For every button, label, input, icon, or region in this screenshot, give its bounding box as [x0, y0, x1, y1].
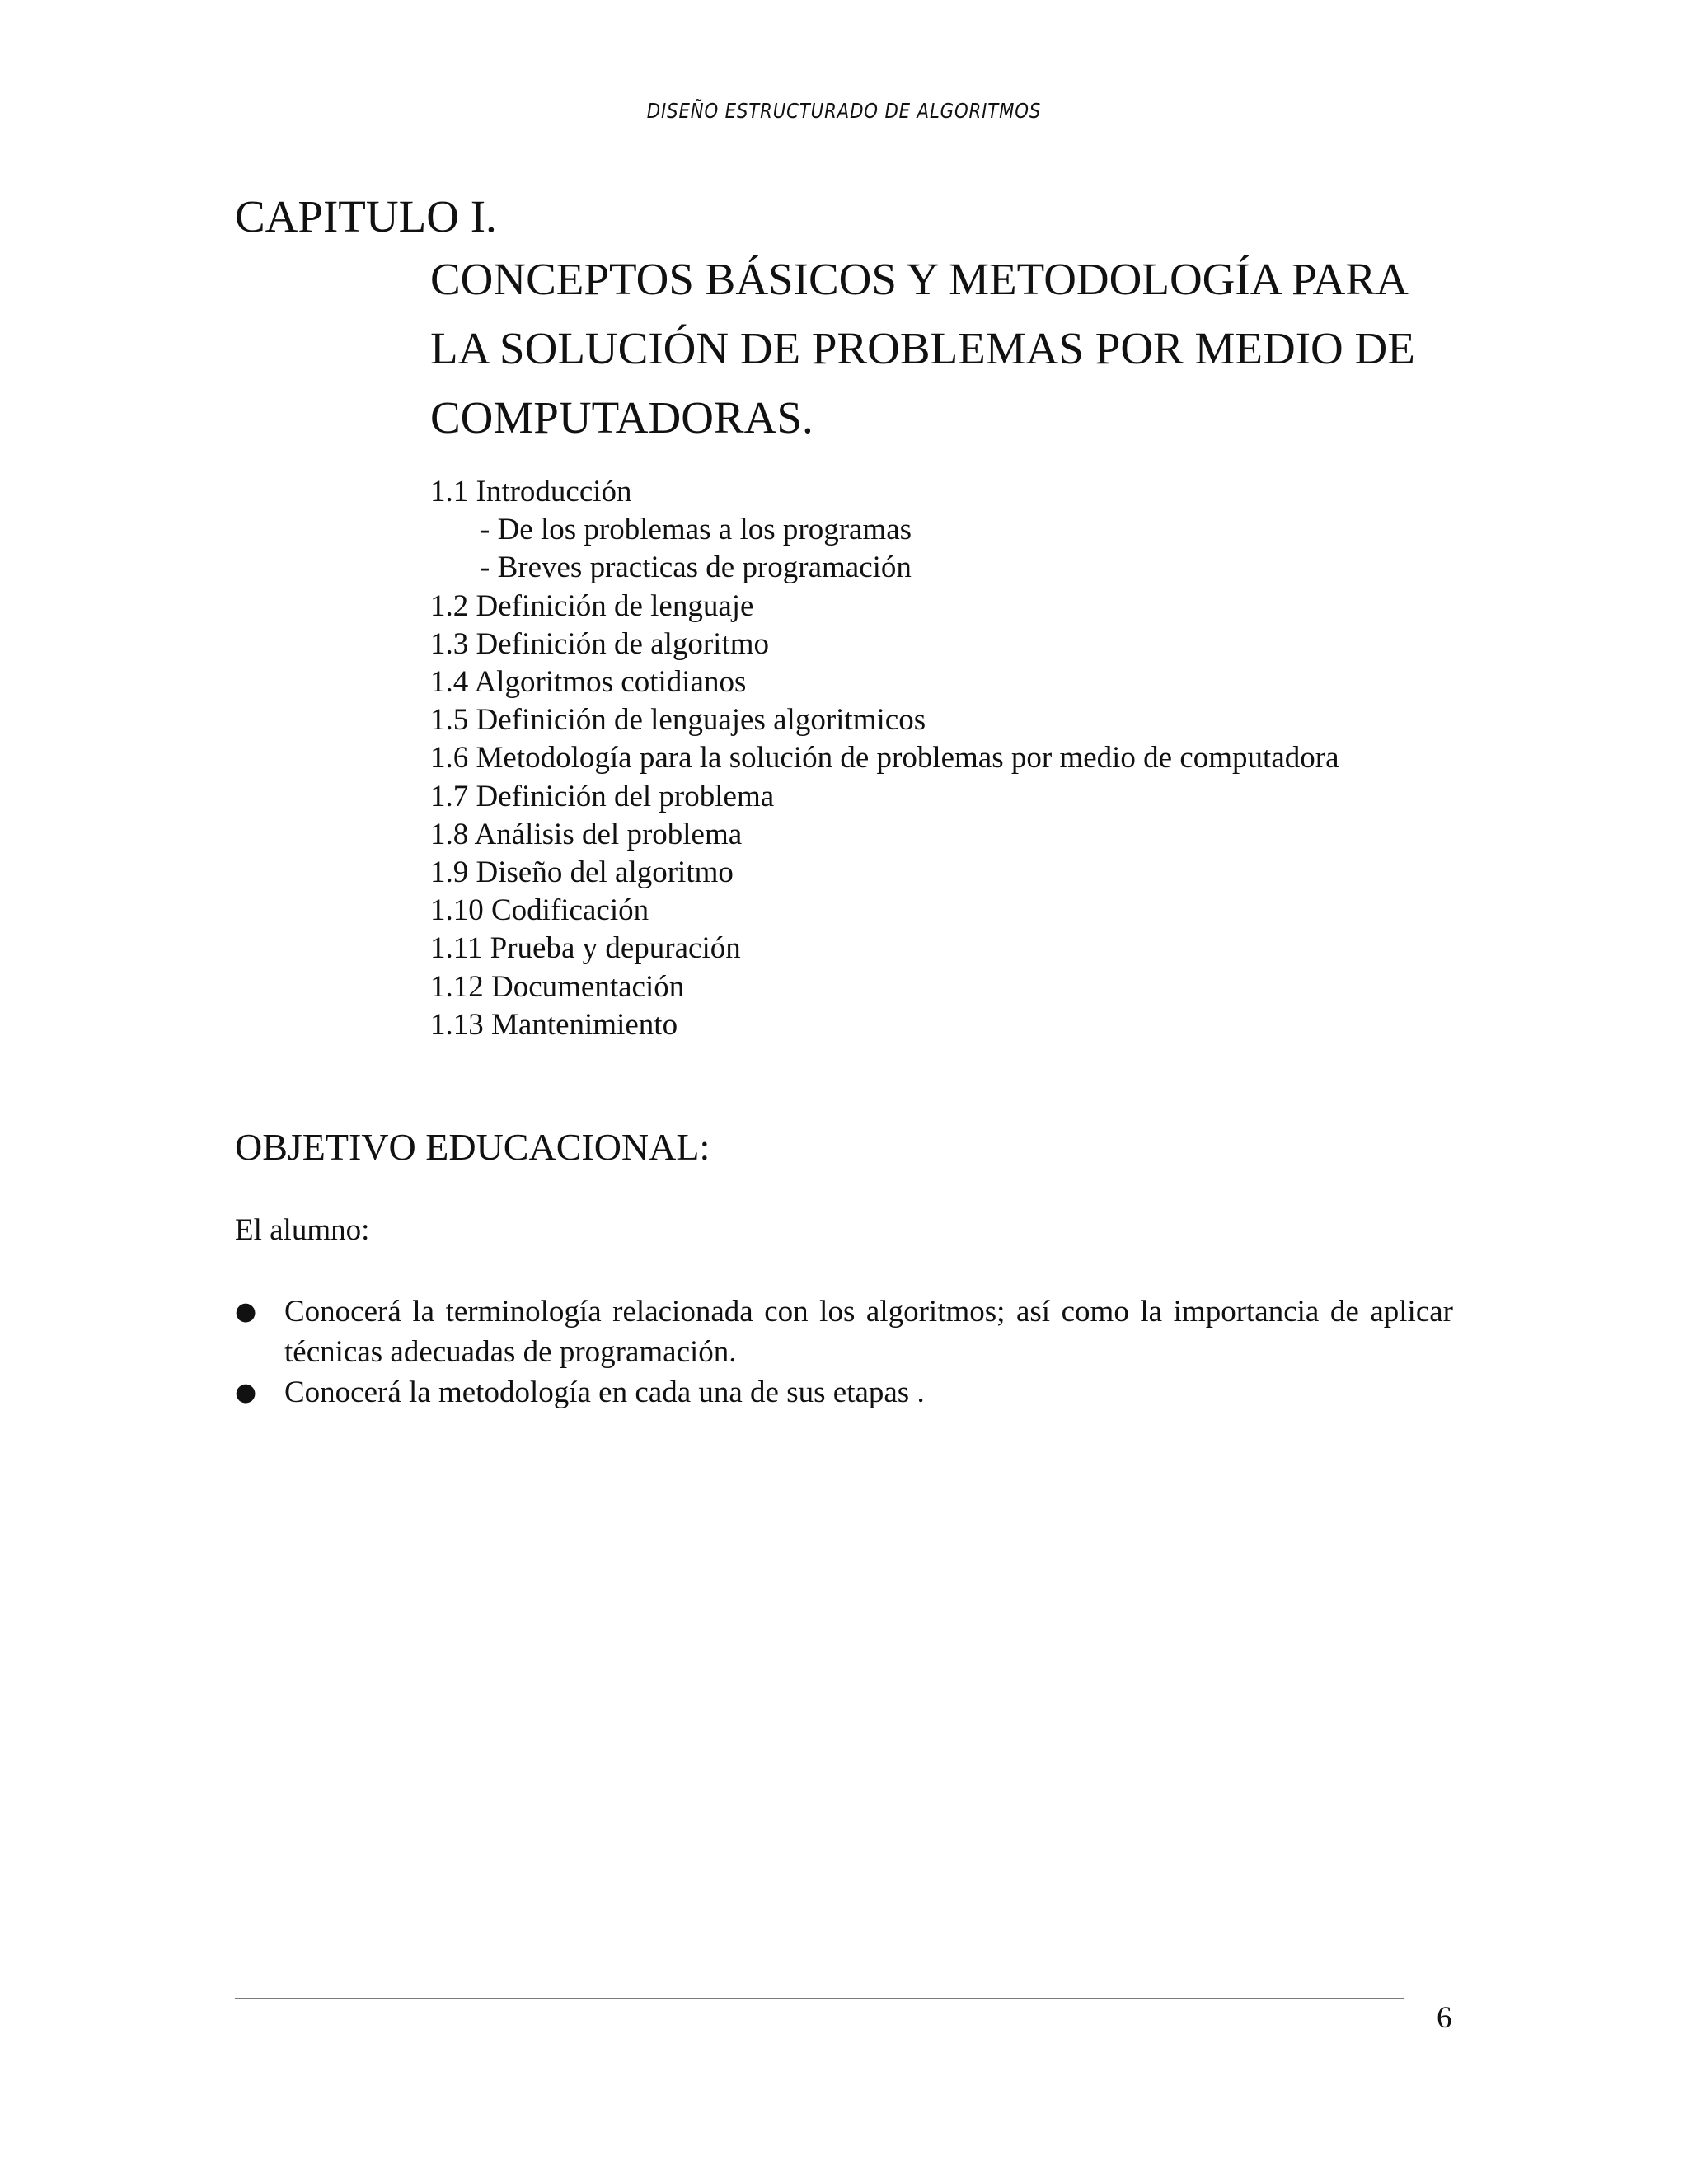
toc-item: 1.11 Prueba y depuración — [430, 931, 741, 966]
toc-item: 1.2 Definición de lenguaje — [430, 588, 754, 623]
running-header: DISEÑO ESTRUCTURADO DE ALGORITMOS — [646, 99, 1042, 123]
objective-item-text: Conocerá la metodología en cada una de sus etapas . — [284, 1376, 925, 1409]
objective-title: OBJETIVO EDUCACIONAL: — [235, 1126, 710, 1168]
table-of-contents — [430, 473, 1339, 1044]
chapter-title-line: COMPUTADORAS. — [430, 392, 814, 443]
page-number: 6 — [1437, 2001, 1452, 2035]
toc-item: 1.10 Codificación — [430, 893, 649, 928]
toc-item: 1.6 Metodología para la solución de problemas por medio de computadora — [430, 741, 1339, 776]
toc-item: 1.13 Mantenimiento — [430, 1007, 678, 1042]
toc-item: 1.7 Definición del problema — [430, 779, 775, 813]
toc-subitem: - De los problemas a los programas — [480, 513, 912, 547]
objective-item — [235, 1291, 1453, 1372]
toc-item: 1.8 Análisis del problema — [430, 817, 743, 851]
chapter-title-line: CONCEPTOS BÁSICOS Y METODOLOGÍA PARA — [430, 254, 1409, 304]
objective-item-text: Conocerá la terminología relacionada con los algoritmos; así como la importancia de aplicar técnicas adecuadas de programación. — [284, 1295, 1453, 1369]
toc-item: 1.3 Definición de algoritmo — [430, 626, 770, 661]
chapter-title — [430, 245, 1415, 452]
bullet-icon: ● — [235, 1297, 257, 1326]
chapter-title-line: LA SOLUCIÓN DE PROBLEMAS POR MEDIO DE — [430, 323, 1415, 373]
objective-list — [235, 1291, 1453, 1413]
bullet-icon: ● — [235, 1378, 257, 1407]
objective-item — [235, 1372, 1453, 1413]
toc-item: 1.12 Documentación — [430, 969, 685, 1004]
toc-subitem: - Breves practicas de programación — [480, 551, 912, 585]
toc-item: 1.5 Definición de lenguajes algoritmicos — [430, 703, 926, 738]
footer-divider — [235, 1998, 1404, 1999]
toc-item: 1.4 Algoritmos cotidianos — [430, 665, 747, 700]
objective-intro: El alumno: — [235, 1213, 370, 1247]
toc-item: 1.9 Diseño del algoritmo — [430, 855, 734, 890]
chapter-label: CAPITULO I. — [235, 191, 497, 241]
toc-item: 1.1 Introducción — [430, 475, 632, 509]
